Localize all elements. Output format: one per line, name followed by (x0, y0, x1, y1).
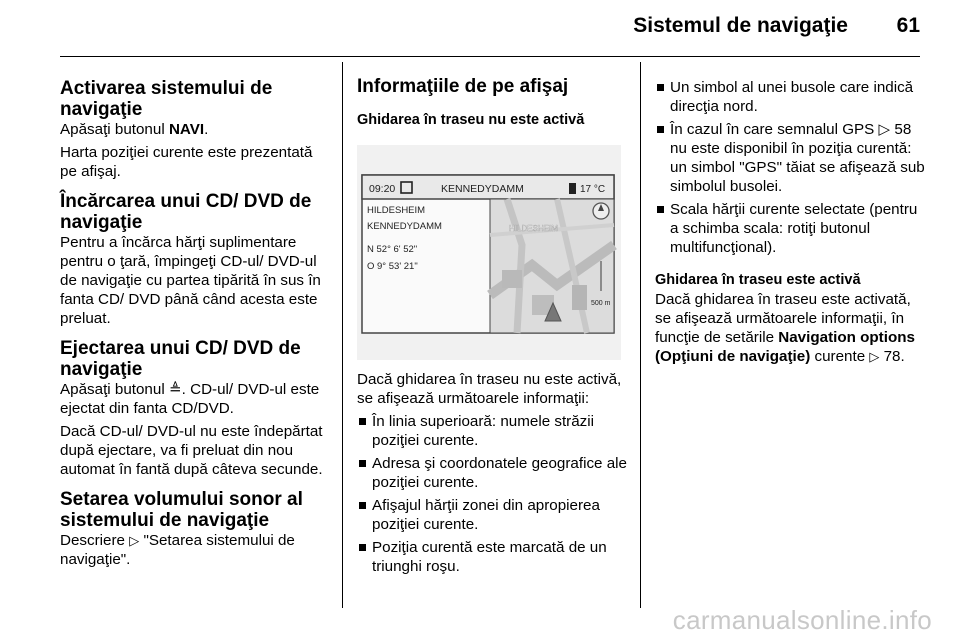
screen-time: 09:20 (369, 183, 396, 195)
list-display-info-continued (655, 78, 925, 257)
navigation-display-illustration (357, 145, 621, 360)
column-divider-1 (342, 62, 343, 608)
section-title-display-info: Informaţiile de pe afişaj (357, 76, 569, 97)
paragraph-load-dvd: Pentru a încărca hărţi suplimentare pentru o ţară, împingeţi CD-ul/ DVD-ul de navigaţie cu partea tipărită în sus în fanta CD/ DVD până când acesta este preluat. (60, 234, 321, 327)
screen-city: HILDESHEIM (367, 205, 426, 216)
screen-latitude: N 52° 6' 52" (367, 244, 418, 255)
subtitle-guidance-active: Ghidarea în traseu este activă (655, 272, 861, 288)
list-item: Un simbol al unei busole care indică direcţia nord. (655, 78, 925, 116)
page-number: 61 (896, 14, 920, 37)
section-title-activation: Activarea sistemului de navigaţie (60, 78, 273, 120)
list-item: Poziţia curentă este marcată de un triunghi roşu. (357, 538, 627, 576)
screen-temperature: 17 °C (580, 184, 606, 195)
column-middle (357, 70, 627, 576)
reference-arrow-icon: ▷ (129, 533, 140, 548)
section-title-load-dvd: Încărcarea unui CD/ DVD de navigaţie (60, 191, 312, 233)
screen-street: KENNEDYDAMM (367, 221, 442, 232)
list-display-info (357, 412, 627, 576)
temperature-icon (569, 183, 576, 194)
navigation-options-label: Navigation options (Opţiuni de navigaţie) (655, 329, 915, 365)
list-item: Scala hărţii curente selectate (pentru a schimba scala: rotiţi butonul multifuncţional). (655, 200, 925, 257)
screen-map-city: HILDESHEIM (509, 224, 558, 233)
header-rule (60, 56, 920, 57)
subtitle-guidance-inactive: Ghidarea în traseu nu este activă (357, 112, 585, 128)
section-title-volume: Setarea volumului sonor al sistemului de navigaţie (60, 489, 303, 531)
paragraph-guidance-active: Dacă ghidarea în traseu este activată, se afişează următoarele informaţii, în funcţie de setările Navigation options (Opţiuni de navigaţie) curente ▷ 78. (655, 291, 915, 365)
navi-button-label: NAVI (168, 121, 205, 138)
screen-scale: 500 m (591, 300, 611, 307)
paragraph-eject-reload: Dacă CD-ul/ DVD-ul nu este îndepărtat după ejectare, va fi preluat din nou automat în fantă după câteva secunde. (60, 423, 323, 478)
screen-longitude: O 9° 53' 21" (367, 261, 418, 272)
paragraph-eject-dvd: Apăsaţi butonul ≜. CD-ul/ DVD-ul este ejectat din fanta CD/DVD. (60, 381, 320, 417)
page-header-title: Sistemul de navigaţie (633, 14, 848, 37)
column-left (60, 70, 330, 569)
reference-arrow-icon: ▷ (869, 349, 880, 364)
column-divider-2 (640, 62, 641, 608)
paragraph-map-shown: Harta poziţiei curente este prezentată pe afişaj. (60, 144, 313, 180)
list-item: Adresa şi coordonatele geografice ale poziţiei curente. (357, 454, 627, 492)
section-title-eject-dvd: Ejectarea unui CD/ DVD de navigaţie (60, 338, 301, 380)
column-right (655, 70, 925, 366)
list-item: În linia superioară: numele străzii poziţiei curente. (357, 412, 627, 450)
list-item: În cazul în care semnalul GPS ▷ 58 nu este disponibil în poziţia curentă: un simbol "GPS" tăiat se afişează sub simbolul busolei. (655, 120, 925, 196)
paragraph-guidance-inactive-intro: Dacă ghidarea în traseu nu este activă, se afişează următoarele informaţii: (357, 371, 622, 407)
paragraph-volume: Descriere ▷ "Setarea sistemului de navigaţie". (60, 532, 295, 568)
watermark: carmanualsonline.info (672, 605, 932, 635)
screen-street-top: KENNEDYDAMM (441, 183, 524, 195)
paragraph-activation: Apăsaţi butonul NAVI. (60, 121, 209, 138)
list-item: Afişajul hărţii zonei din apropierea poziţiei curente. (357, 496, 627, 534)
eject-icon: ≜ (168, 381, 182, 398)
